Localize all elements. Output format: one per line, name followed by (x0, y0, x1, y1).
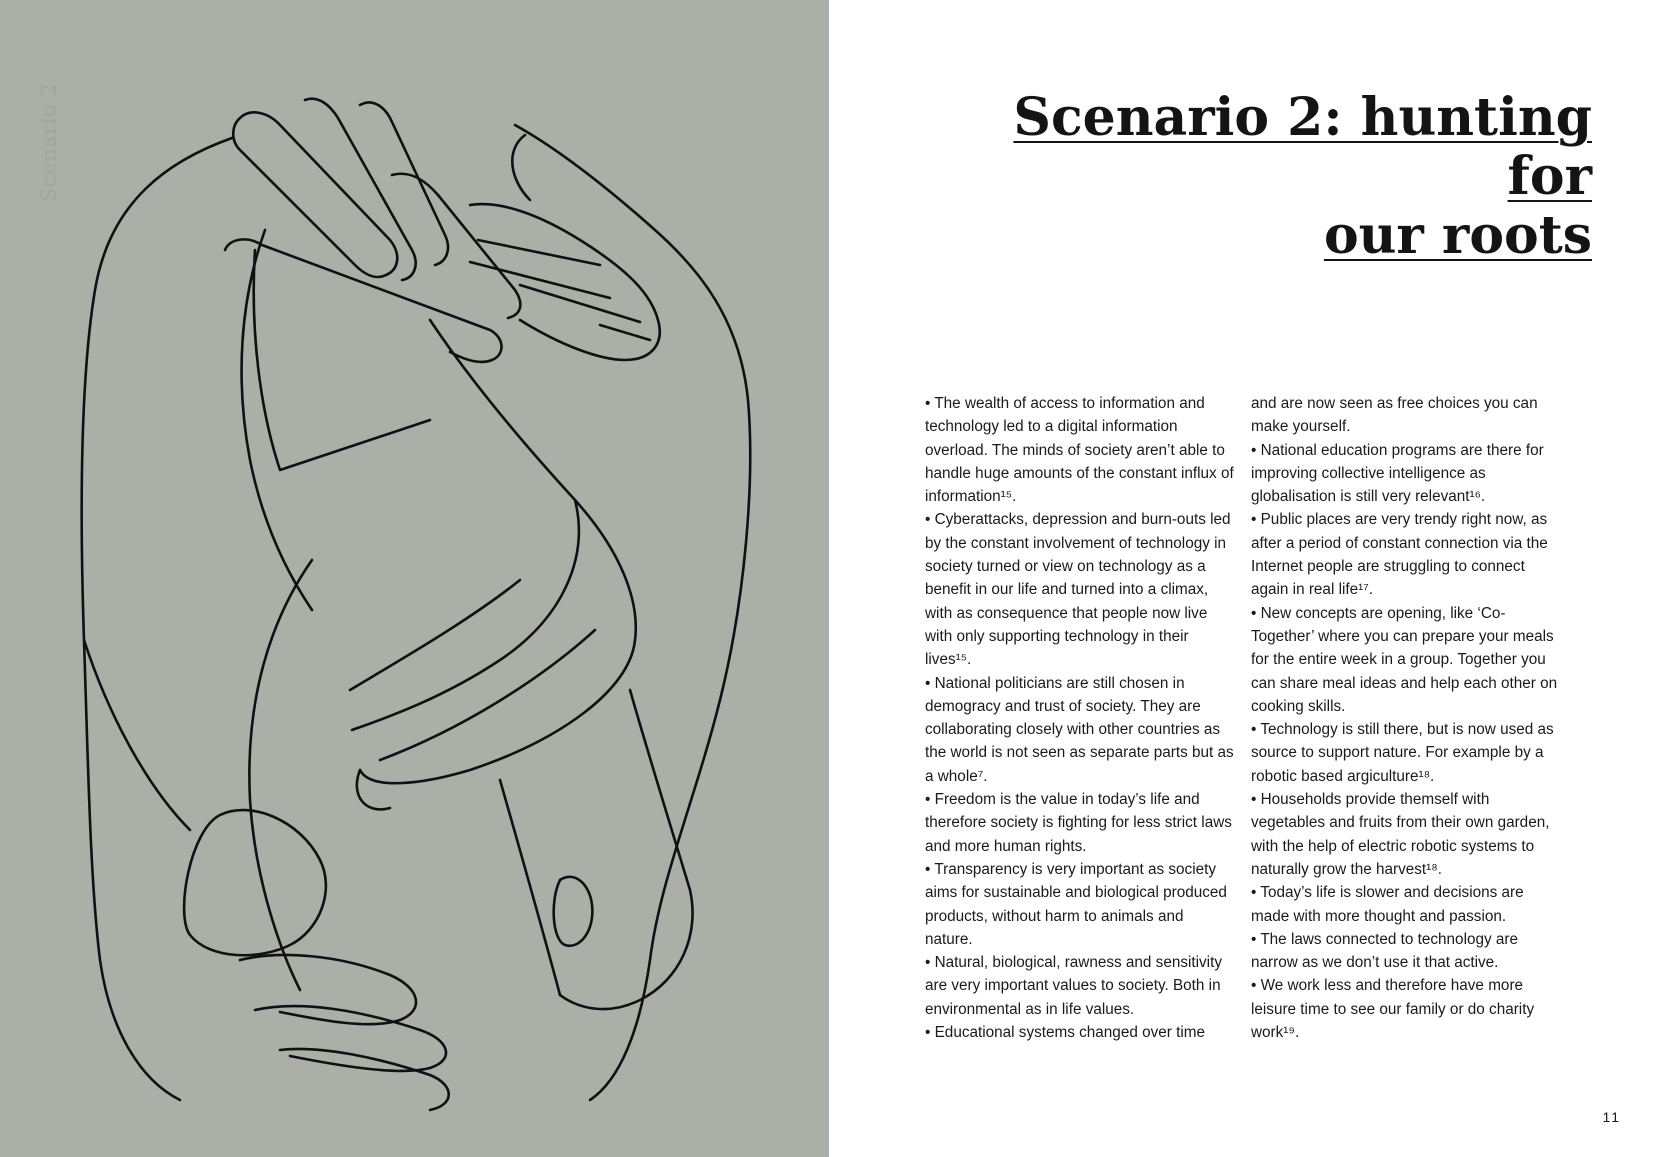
bullet-paragraph: • Today’s life is slower and decisions are made with more thought and passion. (1251, 884, 1524, 925)
side-scenario-label: Scenario 2 (37, 82, 61, 202)
bullet-paragraph: • Educational systems changed over time (925, 1024, 1205, 1042)
upper-finger-3 (360, 102, 448, 265)
bullet-paragraph: • We work less and therefore have more leisure time to see our family or do charity work¹⁹. (1251, 977, 1535, 1042)
right-hand-line-2 (470, 262, 610, 298)
page-number: 11 (1602, 1109, 1621, 1125)
bullet-paragraph: and are now seen as free choices you can make yourself. (1251, 395, 1538, 436)
upper-finger-5 (225, 239, 502, 362)
right-hand-line-1 (478, 240, 600, 265)
center-wrist (357, 770, 390, 809)
lower-right-arm (560, 690, 693, 1009)
bullet-paragraph: • The laws connected to technology are narrow as we don’t use it that active. (1251, 930, 1518, 972)
upper-finger-2 (305, 99, 416, 280)
lower-right-elbow-loop (554, 877, 593, 946)
bullet-paragraph: • Cyberattacks, depression and burn-outs led by the constant involvement of technology in society turned or view on technology as a benefit in our life and turned into a climax, with as consequence that people now live with only supporting technology in their lives¹⁵. (925, 511, 1231, 669)
bullet-paragraph: • Technology is still there, but is now used as source to support nature. For example by a robotic based argiculture¹⁸. (1251, 721, 1554, 785)
bullet-paragraph: • Transparency is very important as society aims for sustainable and biological produced products, without harm to animals and nature. (925, 860, 1227, 948)
bullet-paragraph: • National education programs are there for improving collective intelligence as globalisation is still very relevant¹⁶. (1251, 441, 1544, 506)
bullet-paragraph: • National politicians are still chosen in demogracy and trust of society. They are collaborating closely with other countries as the world is not seen as separate parts but as a whole⁷. (925, 674, 1234, 785)
left-arm-inner (249, 560, 312, 990)
right-arm-inner (512, 135, 530, 200)
left-figure-outline (82, 138, 232, 1100)
bullet-paragraph: • The wealth of access to information and technology led to a digital information overload. The minds of society aren’t able to handle huge amounts of the constant influx of information¹⁵. (925, 395, 1234, 506)
page-title-line-2: our roots (1323, 205, 1592, 266)
text-page (829, 0, 1654, 1157)
page-title-line-1: Scenario 2: hunting for (1013, 87, 1592, 207)
right-hand-line-4 (600, 325, 650, 340)
center-finger-3 (350, 580, 520, 690)
bottom-hand-fingers (240, 955, 416, 1024)
center-hand-outline (360, 320, 636, 783)
bottom-hand-loop (184, 810, 326, 955)
page-title (972, 88, 1592, 265)
bullet-paragraph: • Freedom is the value in today’s life and therefore society is fighting for less strict laws and more human rights. (925, 791, 1232, 855)
upper-hand-palm (254, 250, 430, 470)
bullet-paragraph: • Households provide themself with vegetables and fruits from their own garden, with the help of electric robotic systems to naturally grow the harvest¹⁸. (1251, 791, 1550, 878)
bullet-paragraph: • Public places are very trendy right now, as after a period of constant connection via the Internet people are struggling to connect again in real life¹⁷. (1251, 511, 1548, 599)
center-finger-1 (352, 500, 579, 730)
lower-right-arm-inner (500, 780, 560, 995)
bottom-hand-finger-2 (255, 1006, 446, 1071)
body-columns (925, 392, 1561, 1082)
left-arm-inner-2 (242, 230, 312, 610)
text-column-left (925, 392, 1235, 1044)
bullet-paragraph: • New concepts are opening, like ‘Co-Together’ where you can prepare your meals for the entire week in a group. Together you can share meal ideas and help each other on cooking skills. (1251, 604, 1558, 715)
bullet-paragraph: • Natural, biological, rawness and sensitivity are very important values to society. Both in environmental as in life values. (925, 954, 1222, 1018)
text-column-right (1251, 392, 1561, 1044)
center-finger-2 (380, 630, 595, 760)
bottom-left-arm (84, 640, 190, 830)
